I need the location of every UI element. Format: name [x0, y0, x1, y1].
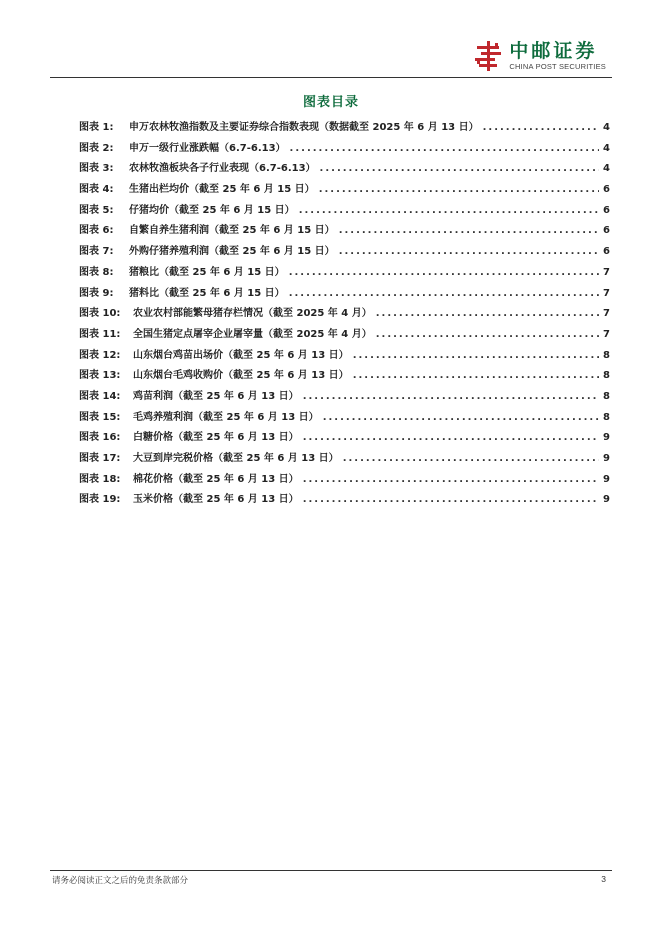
- toc-entry-label: 图表 4:: [79, 184, 114, 196]
- toc-leader-dots: [353, 350, 599, 361]
- logo-chinese-name: 中邮证券: [509, 39, 598, 62]
- toc-leader-dots: [319, 184, 599, 195]
- china-post-logo-icon: [473, 40, 503, 72]
- toc-entry-label: 图表 15:: [79, 411, 121, 423]
- toc-entry-page: 9: [603, 453, 610, 464]
- footer-disclaimer: 请务必阅读正文之后的免责条款部分: [52, 876, 189, 886]
- toc-entry[interactable]: [79, 428, 610, 449]
- toc-entry-label: 图表 8:: [79, 266, 114, 278]
- footer-divider: [50, 870, 612, 871]
- toc-entry-title: 棉花价格（截至 25 年 6 月 13 日）: [133, 473, 299, 485]
- toc-entry-title: 玉米价格（截至 25 年 6 月 13 日）: [133, 494, 299, 506]
- toc-entry-label: 图表 19:: [79, 494, 121, 506]
- toc-entry-label: 图表 1:: [79, 122, 114, 133]
- toc-entry[interactable]: [79, 139, 610, 160]
- toc-leader-dots: [299, 205, 599, 216]
- toc-entry-page: 8: [603, 370, 610, 382]
- toc-entry[interactable]: [79, 284, 610, 305]
- toc-entry[interactable]: [79, 263, 610, 284]
- toc-entry-label: 图表 11:: [79, 328, 121, 340]
- toc-entry[interactable]: [79, 408, 610, 429]
- toc-entry[interactable]: [79, 201, 610, 222]
- toc-entry-title: 农业农村部能繁母猪存栏情况（截至 2025 年 4 月）: [133, 308, 372, 320]
- toc-leader-dots: [290, 143, 599, 154]
- toc-entry-label: 图表 5:: [79, 204, 114, 216]
- toc-entry[interactable]: [79, 159, 610, 180]
- toc-entry-page: 7: [603, 287, 610, 299]
- header-divider: [50, 77, 612, 78]
- toc-entry-title: 毛鸡养殖利润（截至 25 年 6 月 13 日）: [133, 411, 319, 423]
- toc-entry-title: 仔猪均价（截至 25 年 6 月 15 日）: [129, 204, 295, 216]
- toc-entry-label: 图表 14:: [79, 390, 121, 402]
- toc-entry-title: 申万一级行业涨跌幅（6.7-6.13）: [129, 142, 286, 154]
- toc-leader-dots: [289, 288, 599, 299]
- toc-entry-page: 9: [603, 494, 610, 506]
- toc-leader-dots: [320, 163, 599, 174]
- toc-entry[interactable]: [79, 242, 610, 263]
- toc-entry-page: 6: [603, 225, 610, 237]
- page-number: 3: [601, 874, 606, 884]
- toc-entry-page: 4: [603, 163, 610, 175]
- toc-entry-page: 8: [603, 390, 610, 402]
- toc-entry[interactable]: [79, 180, 610, 201]
- toc-entry-page: 8: [603, 349, 610, 361]
- toc-entry[interactable]: [79, 490, 610, 511]
- toc-leader-dots: [339, 225, 599, 236]
- page-header: [50, 38, 612, 76]
- toc-entry-page: 8: [603, 411, 610, 423]
- toc-leader-dots: [303, 474, 599, 485]
- toc-leader-dots: [303, 391, 599, 402]
- toc-entry-page: 6: [603, 184, 610, 196]
- toc-leader-dots: [483, 122, 599, 133]
- toc-entry-page: 7: [603, 308, 610, 320]
- logo-english-name: CHINA POST SECURITIES: [509, 61, 606, 71]
- toc-entry[interactable]: [79, 470, 610, 491]
- toc-leader-dots: [303, 494, 599, 505]
- toc-entry-title: 申万农林牧渔指数及主要证券综合指数表现（数据截至 2025 年 6 月 13 日）: [129, 122, 479, 133]
- toc-entry-page: 9: [603, 473, 610, 485]
- toc-entry[interactable]: [79, 366, 610, 387]
- toc-entry-label: 图表 6:: [79, 225, 114, 237]
- toc-entry-label: 图表 16:: [79, 432, 121, 444]
- toc-leader-dots: [343, 453, 599, 464]
- toc-entry-page: 4: [603, 122, 610, 133]
- toc-entry-label: 图表 18:: [79, 473, 121, 485]
- toc-entry-page: 6: [603, 204, 610, 216]
- toc-entry-title: 自繁自养生猪利润（截至 25 年 6 月 15 日）: [129, 225, 335, 237]
- toc-entry[interactable]: [79, 304, 610, 325]
- toc-title: 图表目录: [302, 95, 359, 110]
- toc-entry-page: 7: [603, 328, 610, 340]
- toc-entry[interactable]: [79, 325, 610, 346]
- toc-leader-dots: [303, 432, 599, 443]
- toc-entry[interactable]: [79, 449, 610, 470]
- toc-entry-title: 外购仔猪养殖利润（截至 25 年 6 月 15 日）: [129, 246, 335, 258]
- toc-entry-title: 鸡苗利润（截至 25 年 6 月 13 日）: [133, 390, 299, 402]
- toc-entry-label: 图表 12:: [79, 349, 121, 361]
- company-logo: [473, 38, 606, 74]
- toc-entry-title: 全国生猪定点屠宰企业屠宰量（截至 2025 年 4 月）: [133, 328, 372, 340]
- toc-entry-title: 大豆到岸完税价格（截至 25 年 6 月 13 日）: [133, 453, 339, 464]
- toc-leader-dots: [323, 412, 599, 423]
- toc-entry-page: 6: [603, 246, 610, 258]
- toc-entry-label: 图表 3:: [79, 163, 114, 175]
- toc-list: [79, 118, 610, 511]
- toc-entry[interactable]: [79, 387, 610, 408]
- toc-leader-dots: [353, 370, 599, 381]
- toc-entry-label: 图表 10:: [79, 308, 121, 320]
- toc-entry-page: 4: [603, 142, 610, 154]
- toc-entry[interactable]: [79, 346, 610, 367]
- toc-entry-page: 9: [603, 432, 610, 444]
- toc-leader-dots: [289, 267, 599, 278]
- toc-entry-label: 图表 13:: [79, 370, 121, 382]
- toc-entry-label: 图表 9:: [79, 287, 114, 299]
- toc-entry[interactable]: [79, 118, 610, 139]
- toc-leader-dots: [376, 308, 599, 319]
- toc-entry-title: 山东烟台毛鸡收购价（截至 25 年 6 月 13 日）: [133, 370, 349, 382]
- toc-entry-title: 白糖价格（截至 25 年 6 月 13 日）: [133, 432, 299, 444]
- toc-entry-title: 山东烟台鸡苗出场价（截至 25 年 6 月 13 日）: [133, 349, 349, 361]
- toc-entry-title: 农林牧渔板块各子行业表现（6.7-6.13）: [129, 163, 316, 175]
- toc-entry-label: 图表 7:: [79, 246, 114, 258]
- toc-entry[interactable]: [79, 221, 610, 242]
- toc-entry-label: 图表 17:: [79, 453, 121, 464]
- toc-entry-label: 图表 2:: [79, 142, 114, 154]
- toc-leader-dots: [339, 246, 599, 257]
- toc-entry-title: 猪料比（截至 25 年 6 月 15 日）: [129, 287, 285, 299]
- toc-entry-title: 生猪出栏均价（截至 25 年 6 月 15 日）: [129, 184, 315, 196]
- toc-leader-dots: [376, 329, 599, 340]
- toc-entry-page: 7: [603, 266, 610, 278]
- toc-entry-title: 猪粮比（截至 25 年 6 月 15 日）: [129, 266, 285, 278]
